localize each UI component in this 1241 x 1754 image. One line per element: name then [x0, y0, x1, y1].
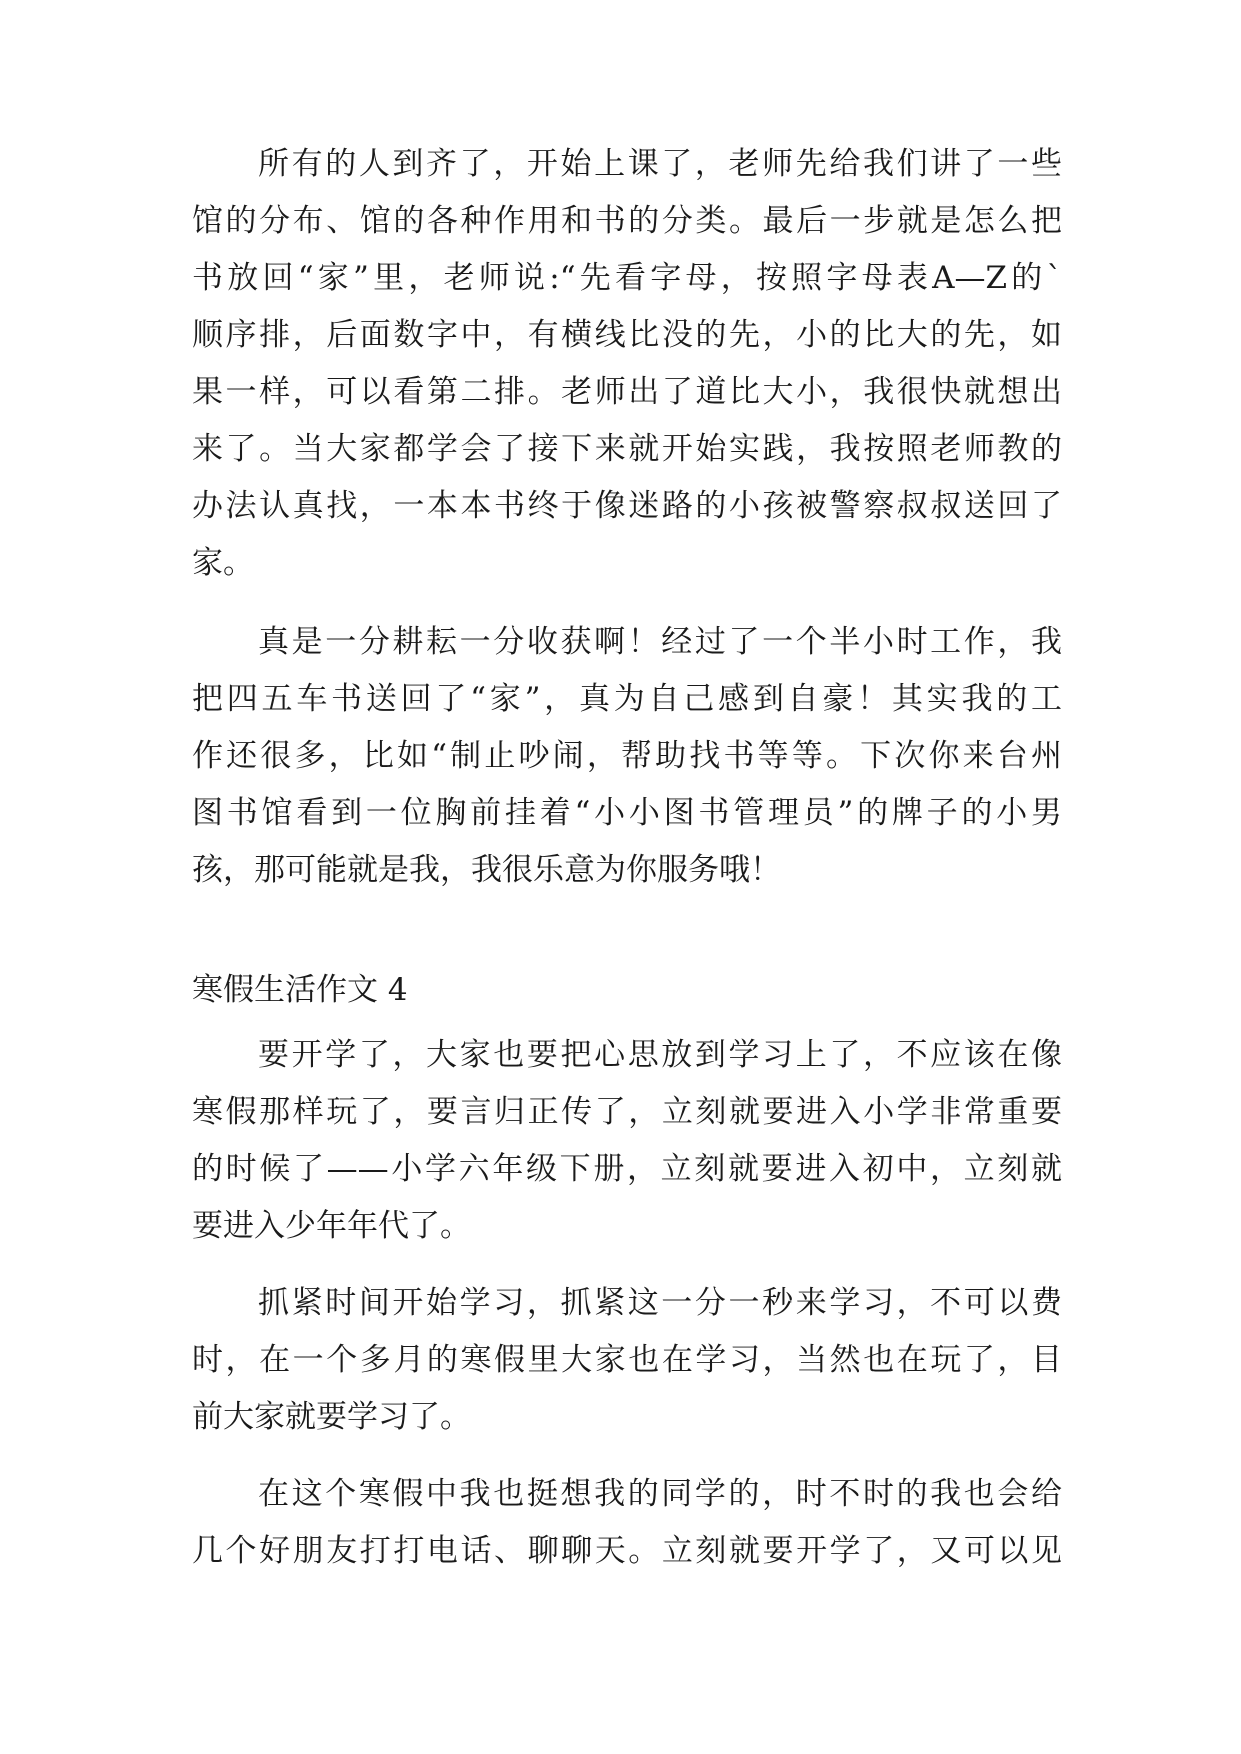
paragraph-4-line-3: 前大家就要学习了。: [192, 1399, 471, 1435]
paragraph-1-line-4: 顺序排，后面数字中，有横线比没的先，小的比大的先，如: [192, 317, 1062, 353]
paragraph-4-line-2: 时，在一个多月的寒假里大家也在学习，当然也在玩了，目: [192, 1342, 1062, 1378]
paragraph-2-line-2: 把四五车书送回了“家”，真为自己感到自豪！其实我的工: [192, 681, 1062, 717]
paragraph-3-line-3: 的时候了——小学六年级下册，立刻就要进入初中，立刻就: [192, 1151, 1062, 1187]
paragraph-3-line-1: 要开学了，大家也要把心思放到学习上了，不应该在像: [258, 1037, 1062, 1073]
paragraph-5-line-2: 几个好朋友打打电话、聊聊天。立刻就要开学了，又可以见: [192, 1533, 1062, 1569]
paragraph-1-line-5: 果一样，可以看第二排。老师出了道比大小，我很快就想出: [192, 374, 1062, 410]
paragraph-2-line-5: 孩，那可能就是我，我很乐意为你服务哦！: [192, 852, 781, 888]
paragraph-1-line-7: 办法认真找，一本本书终于像迷路的小孩被警察叔叔送回了: [192, 488, 1062, 524]
paragraph-1-line-2: 馆的分布、馆的各种作用和书的分类。最后一步就是怎么把: [192, 203, 1062, 239]
paragraph-2-line-4: 图书馆看到一位胸前挂着“小小图书管理员”的牌子的小男: [192, 795, 1062, 831]
paragraph-1-line-6: 来了。当大家都学会了接下来就开始实践，我按照老师教的: [192, 431, 1062, 467]
paragraph-1-line-8: 家。: [192, 545, 254, 581]
paragraph-3-line-2: 寒假那样玩了，要言归正传了，立刻就要进入小学非常重要: [192, 1094, 1062, 1130]
paragraph-1-line-1: 所有的人到齐了，开始上课了，老师先给我们讲了一些: [258, 146, 1062, 182]
paragraph-4-line-1: 抓紧时间开始学习，抓紧这一分一秒来学习，不可以费: [258, 1285, 1062, 1321]
section-heading: 寒假生活作文 4: [192, 972, 408, 1008]
paragraph-2-line-3: 作还很多，比如“制止吵闹，帮助找书等等。下次你来台州: [192, 738, 1062, 774]
paragraph-1-line-3: 书放回“家”里，老师说:“先看字母，按照字母表A—Z的`: [192, 260, 1062, 296]
paragraph-2-line-1: 真是一分耕耘一分收获啊！经过了一个半小时工作，我: [258, 624, 1062, 660]
paragraph-3-line-4: 要进入少年年代了。: [192, 1208, 471, 1244]
paragraph-5-line-1: 在这个寒假中我也挺想我的同学的，时不时的我也会给: [258, 1476, 1062, 1512]
